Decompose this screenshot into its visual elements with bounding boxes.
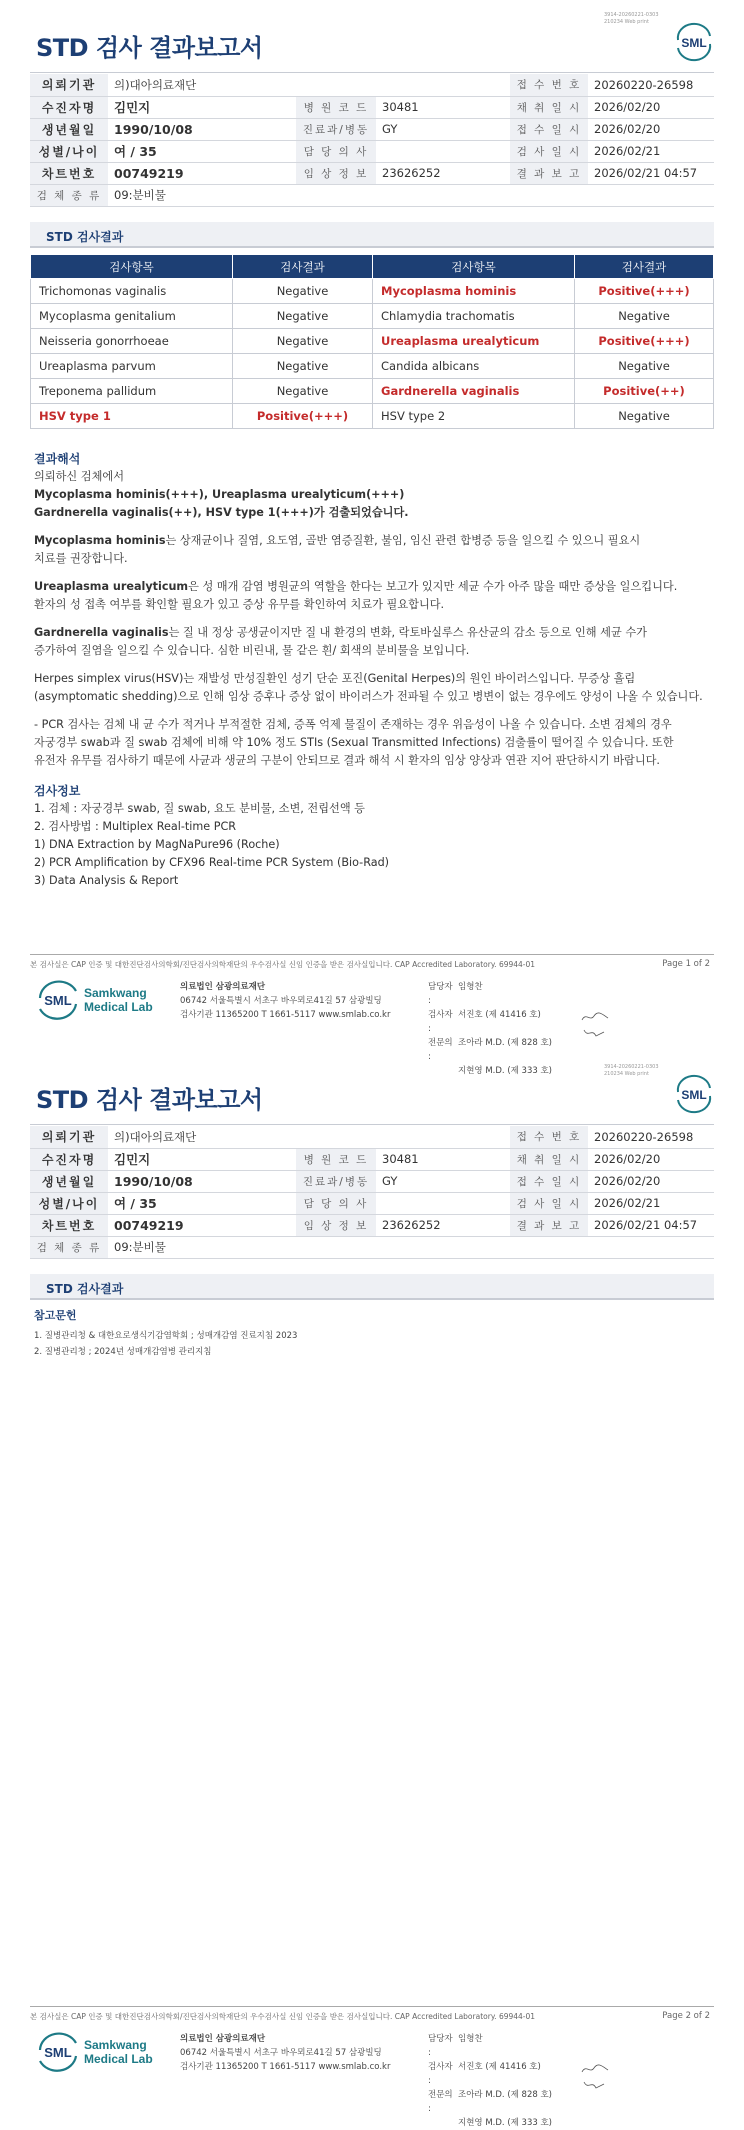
report-title: STD 검사 결과보고서 (36, 1086, 263, 1114)
dept-label: 진료과/병동 (296, 118, 376, 140)
test-result: Positive(+++) (575, 279, 714, 304)
paragraph-text: 는 상재균이나 질염, 요도염, 골반 염증질환, 불임, 임신 관련 합병증 등을 일으킬 수 있으니 필요시 (165, 534, 641, 547)
interpretation-paragraph (34, 532, 714, 550)
test-result: Negative (233, 304, 373, 329)
test-item: Neisseria gonorrhoeae (31, 329, 233, 354)
lab-name: 의료법인 삼광의료재단 (180, 982, 266, 992)
test-date-value: 2026/02/21 (588, 140, 714, 162)
results-section-header (30, 1274, 714, 1300)
test-result: Negative (233, 379, 373, 404)
sml-logo-icon (674, 26, 714, 58)
manager-name: 임형찬 (458, 982, 483, 992)
report-date-value: 2026/02/21 04:57 (588, 1214, 714, 1236)
svg-text:SML: SML (681, 1088, 707, 1102)
page-number: Page 2 of 2 (662, 2011, 710, 2021)
organism-name: Ureaplasma urealyticum (34, 580, 189, 593)
hospital-code-label: 병 원 코 드 (296, 96, 376, 118)
paragraph-text: 은 성 매개 감염 병원균의 역할을 한다는 보고가 있지만 세균 수가 아주 많을 때만 증상을 일으킵니다. (188, 580, 678, 593)
hospital-code-value: 30481 (376, 96, 510, 118)
signature-icon (580, 1010, 610, 1024)
test-item: HSV type 2 (373, 404, 575, 429)
report-title: STD 검사 결과보고서 (36, 34, 263, 62)
staff-info: 담당자 : 임형찬 검사자 : 서진호 (제 41416 호) 전문의 : 조아라 M.D. (제 828 호) 지현영 M.D. (제 333 호) (428, 982, 553, 1076)
paragraph-text: 자궁경부 swab과 질 swab 검체에 비해 약 10% 정도 STIs (Sexual Transmitted Infections) 검출률이 떨어질 수 있습니다. 또한 (34, 736, 674, 749)
reference-line: 2. 질병관리청 ; 2024년 성매개감염병 관리지침 (34, 1347, 212, 1357)
footer-note: 본 검사실은 CAP 인증 및 대한진단검사의학회/진단검사의학재단의 우수검사실 신임 인증을 받은 검사실입니다. CAP Accredited Laboratory. 69944-01 Page 1 of 2 (30, 954, 714, 970)
test-date-value: 2026/02/21 (588, 1192, 714, 1214)
col-result-header: 검사결과 (233, 255, 373, 279)
test-item: Candida albicans (373, 354, 575, 379)
table-row (31, 379, 714, 404)
test-result: Positive(++) (575, 379, 714, 404)
sex-age-label: 성별/나이 (30, 1192, 108, 1214)
references-section (34, 1308, 297, 1360)
interpretation-paragraph (34, 624, 714, 642)
test-item: Treponema pallidum (31, 379, 233, 404)
report-page-2 (0, 1052, 744, 2128)
test-result: Positive(+++) (233, 404, 373, 429)
test-result: Negative (233, 279, 373, 304)
chart-no-value: 00749219 (108, 162, 296, 184)
interpretation-paragraph (34, 578, 714, 596)
lab-address: 06742 서울특별시 서초구 바우뫼로41길 57 삼광빌딩 (180, 2048, 382, 2058)
lab-contact: 검사기관 11365200 T 1661-5117 www.smlab.co.kr (180, 2062, 391, 2072)
report-date-value: 2026/02/21 04:57 (588, 162, 714, 184)
reference-line: 1. 질병관리청 & 대한요로생식기감염학회 ; 성매개감염 진료지침 2023 (34, 1331, 298, 1341)
organism-name: Mycoplasma hominis (34, 534, 166, 547)
institution-value: 의)대아의료재단 (108, 1126, 510, 1148)
specimen-label: 검 체 종 류 (30, 1236, 108, 1258)
patient-info-table (30, 1126, 714, 1259)
doctor-label: 담 당 의 사 (296, 140, 376, 162)
test-item: Ureaplasma parvum (31, 354, 233, 379)
chart-no-value: 00749219 (108, 1214, 296, 1236)
svg-text:SML: SML (44, 2045, 72, 2060)
title-divider (30, 1124, 714, 1125)
test-item: Mycoplasma genitalium (31, 304, 233, 329)
table-row (31, 329, 714, 354)
results-section-title: STD 검사결과 (46, 1282, 124, 1296)
patient-info-table (30, 74, 714, 207)
svg-text:Medical Lab: Medical Lab (84, 1000, 153, 1014)
lab-info (180, 2032, 390, 2074)
dob-value: 1990/10/08 (108, 1170, 296, 1192)
test-result: Negative (575, 354, 714, 379)
test-item: Gardnerella vaginalis (373, 379, 575, 404)
svg-text:Samkwang: Samkwang (84, 986, 147, 1000)
table-row (31, 404, 714, 429)
test-info-line: 2) PCR Amplification by CFX96 Real-time PCR System (Bio-Rad) (34, 856, 390, 869)
test-item: Chlamydia trachomatis (373, 304, 575, 329)
test-item: Mycoplasma hominis (373, 279, 575, 304)
doctor-value (376, 1192, 510, 1214)
page-number: Page 1 of 2 (662, 959, 710, 969)
institution-label: 의뢰기관 (30, 1126, 108, 1148)
interpretation-section (34, 450, 714, 890)
test-date-label: 검 사 일 시 (510, 1192, 588, 1214)
table-row (31, 279, 714, 304)
signature-icon (580, 1026, 610, 1040)
tester-name: 서진호 (제 41416 호) (458, 1010, 541, 1020)
chart-no-label: 차트번호 (30, 162, 108, 184)
interpretation-summary: Mycoplasma hominis(+++), Ureaplasma urealyticum(+++) (34, 488, 405, 501)
interpretation-heading: 결과해석 (34, 452, 81, 466)
signature-icon (580, 2062, 610, 2076)
clinical-info-label: 임 상 정 보 (296, 162, 376, 184)
dob-label: 생년월일 (30, 118, 108, 140)
paragraph-text: Herpes simplex virus(HSV)는 재발성 만성질환인 성기 단순 포진(Genital Herpes)의 원인 바이러스입니다. 무증상 흘림 (34, 672, 636, 685)
test-item: HSV type 1 (31, 404, 233, 429)
paragraph-text: 는 질 내 정상 공생균이지만 질 내 환경의 변화, 락토바실루스 유산균의 감소 등으로 인해 세균 수가 (168, 626, 647, 639)
receipt-date-label: 접 수 일 시 (510, 118, 588, 140)
results-section-header (30, 222, 714, 248)
dob-label: 생년월일 (30, 1170, 108, 1192)
interpretation-intro: 의뢰하신 검체에서 (34, 470, 125, 483)
doctor-label: 담 당 의 사 (296, 1192, 376, 1214)
footer-note: 본 검사실은 CAP 인증 및 대한진단검사의학회/진단검사의학재단의 우수검사실 신임 인증을 받은 검사실입니다. CAP Accredited Laboratory. 69944-01 Page 2 of 2 (30, 2006, 714, 2022)
samkwang-logo-icon (36, 2030, 156, 2074)
lab-address: 06742 서울특별시 서초구 바우뫼로41길 57 삼광빌딩 (180, 996, 382, 1006)
paragraph-text: 치료를 권장합니다. (34, 552, 128, 565)
name-value: 김민지 (108, 96, 296, 118)
print-meta: 3914-20260221-0303 210234 Web print (604, 12, 659, 25)
lab-name: 의료법인 삼광의료재단 (180, 2034, 266, 2044)
receipt-date-label: 접 수 일 시 (510, 1170, 588, 1192)
paragraph-text: 유전자 유무를 검사하기 때문에 사균과 생균의 구분이 안되므로 결과 해석 시 환자의 임상 양상과 연관 지어 판단하시기 바랍니다. (34, 754, 660, 767)
specimen-label: 검 체 종 류 (30, 184, 108, 206)
test-result: Negative (575, 404, 714, 429)
test-info-line: 1. 검체 : 자궁경부 swab, 질 swab, 요도 분비물, 소변, 전립선액 등 (34, 802, 365, 815)
specialist-name: 지현영 M.D. (제 333 호) (458, 2118, 553, 2128)
test-result: Negative (575, 304, 714, 329)
samkwang-logo-icon (36, 978, 156, 1022)
signature-icon (580, 2078, 610, 2092)
organism-name: Gardnerella vaginalis (34, 626, 169, 639)
clinical-info-value: 23626252 (376, 1214, 510, 1236)
name-label: 수진자명 (30, 1148, 108, 1170)
lab-contact: 검사기관 11365200 T 1661-5117 www.smlab.co.kr (180, 1010, 391, 1020)
title-divider (30, 72, 714, 73)
hospital-code-label: 병 원 코 드 (296, 1148, 376, 1170)
report-date-label: 결 과 보 고 (510, 1214, 588, 1236)
interpretation-summary: Gardnerella vaginalis(++), HSV type 1(+++)가 검출되었습니다. (34, 506, 409, 519)
chart-no-label: 차트번호 (30, 1214, 108, 1236)
lab-info (180, 980, 390, 1022)
test-info-line: 2. 검사방법 : Multiplex Real-time PCR (34, 820, 237, 833)
tester-name: 서진호 (제 41416 호) (458, 2062, 541, 2072)
results-table (30, 254, 714, 429)
sex-age-value: 여 / 35 (108, 140, 296, 162)
clinical-info-label: 임 상 정 보 (296, 1214, 376, 1236)
receipt-date-value: 2026/02/20 (588, 118, 714, 140)
paragraph-text: (asymptomatic shedding)으로 인해 임상 증후나 증상 없이 바이러스가 전파될 수 있고 병변이 없는 경우에도 양성이 나올 수 있습니다. (34, 690, 703, 703)
paragraph-text: 증가하여 질염을 일으킬 수 있습니다. 심한 비린내, 물 같은 흰/ 회색의 분비물을 보입니다. (34, 644, 470, 657)
name-label: 수진자명 (30, 96, 108, 118)
references-heading: 참고문헌 (34, 1309, 77, 1322)
paragraph-text: 환자의 성 접촉 여부를 확인할 필요가 있고 증상 유무를 확인하여 치료가 필요합니다. (34, 598, 445, 611)
dept-value: GY (376, 1170, 510, 1192)
print-meta: 3914-20260221-0303 210234 Web print (604, 1064, 659, 1077)
collect-date-label: 채 취 일 시 (510, 1148, 588, 1170)
results-section-title: STD 검사결과 (46, 230, 124, 244)
test-result: Negative (233, 354, 373, 379)
test-info-line: 1) DNA Extraction by MagNaPure96 (Roche) (34, 838, 280, 851)
svg-text:SML: SML (681, 36, 707, 50)
paragraph-text: - PCR 검사는 검체 내 균 수가 적거나 부적절한 검체, 증폭 억제 물질이 존재하는 경우 위음성이 나올 수 있습니다. 소변 검체의 경우 (34, 718, 672, 731)
institution-value: 의)대아의료재단 (108, 74, 510, 96)
test-date-label: 검 사 일 시 (510, 140, 588, 162)
test-result: Negative (233, 329, 373, 354)
test-info-line: 3) Data Analysis & Report (34, 874, 179, 887)
svg-text:Medical Lab: Medical Lab (84, 2052, 153, 2066)
sex-age-value: 여 / 35 (108, 1192, 296, 1214)
dob-value: 1990/10/08 (108, 118, 296, 140)
collect-date-value: 2026/02/20 (588, 1148, 714, 1170)
specialist-name: 조아라 M.D. (제 828 호) (458, 2090, 553, 2100)
specimen-value: 09:분비물 (108, 1236, 714, 1258)
hospital-code-value: 30481 (376, 1148, 510, 1170)
sml-logo-icon (674, 1078, 714, 1110)
table-row (31, 354, 714, 379)
report-date-label: 결 과 보 고 (510, 162, 588, 184)
collect-date-label: 채 취 일 시 (510, 96, 588, 118)
dept-value: GY (376, 118, 510, 140)
receipt-no-value: 20260220-26598 (588, 74, 714, 96)
manager-name: 임형찬 (458, 2034, 483, 2044)
svg-text:SML: SML (44, 993, 72, 1008)
institution-label: 의뢰기관 (30, 74, 108, 96)
receipt-no-label: 접 수 번 호 (510, 1126, 588, 1148)
svg-text:Samkwang: Samkwang (84, 2038, 147, 2052)
test-item: Ureaplasma urealyticum (373, 329, 575, 354)
receipt-date-value: 2026/02/20 (588, 1170, 714, 1192)
receipt-no-value: 20260220-26598 (588, 1126, 714, 1148)
specimen-value: 09:분비물 (108, 184, 714, 206)
col-item-header: 검사항목 (373, 255, 575, 279)
dept-label: 진료과/병동 (296, 1170, 376, 1192)
sex-age-label: 성별/나이 (30, 140, 108, 162)
doctor-value (376, 140, 510, 162)
test-result: Positive(+++) (575, 329, 714, 354)
col-item-header: 검사항목 (31, 255, 233, 279)
specialist-name: 지현영 M.D. (제 333 호) (458, 1066, 553, 1076)
test-info-heading: 검사정보 (34, 784, 81, 798)
staff-info: 담당자 : 임형찬 검사자 : 서진호 (제 41416 호) 전문의 : 조아라 M.D. (제 828 호) 지현영 M.D. (제 333 호) (428, 2034, 553, 2128)
col-result-header: 검사결과 (575, 255, 714, 279)
receipt-no-label: 접 수 번 호 (510, 74, 588, 96)
specialist-name: 조아라 M.D. (제 828 호) (458, 1038, 553, 1048)
table-row (31, 304, 714, 329)
name-value: 김민지 (108, 1148, 296, 1170)
clinical-info-value: 23626252 (376, 162, 510, 184)
collect-date-value: 2026/02/20 (588, 96, 714, 118)
test-item: Trichomonas vaginalis (31, 279, 233, 304)
